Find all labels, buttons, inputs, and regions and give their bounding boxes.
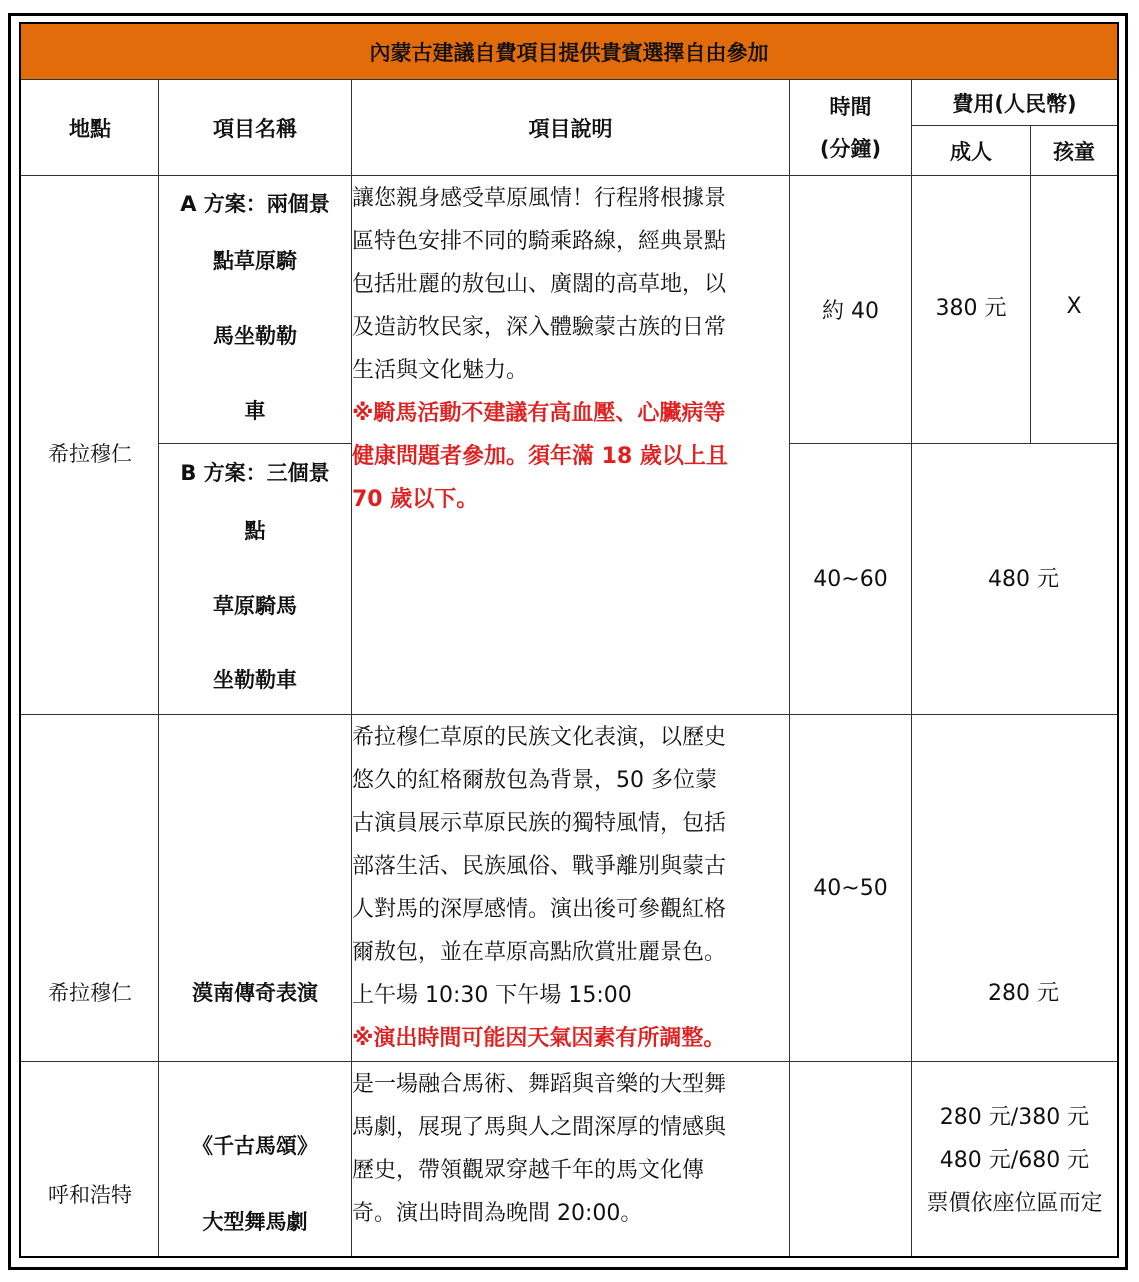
grid-line	[21, 714, 1117, 715]
desc-line: 是一場融合馬術、舞蹈與音樂的大型舞	[352, 1072, 727, 1097]
row1-planB-name-line2: 點	[244, 519, 266, 543]
row1-planB-name-line1: B 方案：三個景	[180, 461, 330, 485]
row2-description	[352, 716, 789, 1060]
row1-planB-name-line3: 草原騎馬	[213, 594, 297, 618]
header-time	[790, 80, 911, 175]
row3-fee	[912, 1096, 1117, 1225]
header-child: 孩童	[1053, 139, 1095, 164]
row1-planB-name-line4: 坐勒勒車	[213, 668, 297, 692]
warning-line: 健康問題者參加。須年滿 18 歲以上且	[352, 444, 728, 469]
row3-description	[352, 1063, 789, 1235]
desc-line: 區特色安排不同的騎乘路線，經典景點	[352, 229, 727, 254]
fee-line: 480 元/680 元	[939, 1148, 1090, 1173]
header-description: 項目說明	[528, 116, 613, 141]
desc-line: 馬劇，展現了馬與人之間深厚的情感與	[352, 1115, 727, 1140]
row1-planA-time: 約 40	[822, 299, 879, 324]
row1-planA-name-line2: 點草原騎	[213, 249, 297, 273]
warning-line: ※演出時間可能因天氣因素有所調整。	[352, 1026, 726, 1051]
row1-planA-name-line4: 車	[244, 399, 266, 423]
header-fee: 費用(人民幣)	[952, 91, 1077, 116]
row2-time: 40~50	[813, 875, 888, 901]
fee-line: 280 元/380 元	[939, 1105, 1090, 1130]
grid-line	[21, 1061, 1117, 1062]
row1-planA-name-line3: 馬坐勒勒	[213, 324, 297, 348]
desc-line: 古演員展示草原民族的獨特風情，包括	[352, 811, 727, 836]
row2-name: 漠南傳奇表演	[192, 981, 318, 1005]
desc-line: 歷史，帶領觀眾穿越千年的馬文化傳	[352, 1158, 705, 1183]
row2-location: 希拉穆仁	[48, 981, 132, 1005]
grid-line	[158, 443, 351, 444]
row1-planB-fee: 480 元	[988, 566, 1059, 592]
row3-name-line2: 大型舞馬劇	[202, 1210, 308, 1234]
header-item-name: 項目名稱	[213, 116, 297, 141]
desc-line: 生活與文化魅力。	[352, 358, 529, 383]
desc-line: 部落生活、民族風俗、戰爭離別與蒙古	[352, 854, 727, 879]
row1-planA-adult-fee: 380 元	[935, 295, 1007, 321]
table-title: 內蒙古建議自費項目提供貴賓選擇自由參加	[21, 24, 1117, 79]
header-location: 地點	[69, 116, 111, 141]
warning-line: 70 歲以下。	[352, 487, 479, 512]
row3-name-line1: 《千古馬頌》	[192, 1134, 318, 1158]
desc-line: 人對馬的深厚感情。演出後可參觀紅格	[352, 897, 727, 922]
row1-planA-child-fee: X	[1066, 293, 1082, 319]
fee-note: 票價依座位區而定	[926, 1191, 1103, 1216]
desc-line: 讓您親身感受草原風情！行程將根據景	[352, 186, 727, 211]
header-adult: 成人	[950, 139, 992, 164]
desc-line: 悠久的紅格爾敖包為背景，50 多位蒙	[352, 768, 717, 793]
row2-fee: 280 元	[988, 980, 1059, 1006]
header-time-unit: (分鐘)	[819, 136, 882, 161]
row1-planA-name-line1: A 方案：兩個景	[180, 192, 330, 216]
desc-line: 奇。演出時間為晚間 20:00。	[352, 1201, 643, 1226]
header-time-label: 時間	[829, 94, 872, 119]
row1-planB-time: 40~60	[813, 566, 888, 592]
warning-line: ※騎馬活動不建議有高血壓、心臟病等	[352, 401, 726, 426]
desc-line: 希拉穆仁草原的民族文化表演，以歷史	[352, 725, 727, 750]
row1-description	[352, 177, 789, 521]
desc-line: 包括壯麗的敖包山、廣闊的高草地，以	[352, 272, 727, 297]
grid-line	[158, 79, 159, 1256]
row3-location: 呼和浩特	[48, 1183, 132, 1207]
desc-line: 上午場 10:30 下午場 15:00	[352, 983, 632, 1008]
row1-location: 希拉穆仁	[48, 442, 132, 466]
desc-line: 爾敖包，並在草原高點欣賞壯麗景色。	[352, 940, 727, 965]
desc-line: 及造訪牧民家，深入體驗蒙古族的日常	[352, 315, 727, 340]
